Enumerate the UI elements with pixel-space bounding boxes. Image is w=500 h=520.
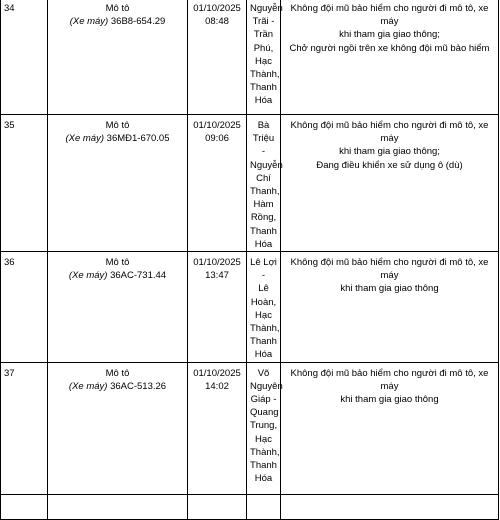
location-line: Phú, [253,42,274,54]
row-number-cell [1,115,48,252]
vehicle-type: Mô tô [105,367,130,379]
location-line: Thanh [250,336,277,348]
location-line: Võ [257,367,270,379]
license-plate: 36AC-513.26 [110,380,167,392]
vehicle-cell [48,115,188,252]
violation-cell [281,0,499,115]
datetime-cell [188,362,247,494]
violation-line: Đang điều khiển xe sử dụng ô (dù) [316,159,463,171]
table-row [1,115,499,252]
violation-cell [281,362,499,494]
violation-date: 01/10/2025 [193,367,241,379]
violation-cell [281,115,499,252]
location-line: Quang [250,407,279,419]
location-line: Hóa [254,95,273,107]
location-line: Thành, [250,446,280,458]
empty-cell [247,494,281,519]
location-line: Lê [258,283,269,295]
violation-line: khi tham gia giao thông; [339,146,440,158]
table-row [1,362,499,494]
vehicle-cell [48,0,188,115]
row-number: 36 [4,257,15,269]
location-line: Nguyễn [250,3,283,14]
table-row [1,252,499,363]
table-row-partial [1,494,499,519]
datetime-cell [188,252,247,363]
location-line: Trần [253,29,274,41]
location-line: Thanh, [250,186,280,198]
row-number-cell [1,362,48,494]
vehicle-type: Mô tô [105,257,130,269]
location-line: Rồng, [250,212,277,224]
location-line: Hoàn, [250,296,277,308]
violation-line: Không đội mũ bảo hiểm cho người đi mô tô, xe máy [290,367,489,392]
table-row [1,0,499,115]
location-line: Triệu - [252,133,275,158]
violation-line: khi tham gia giao thông; [339,29,440,41]
violation-line: Không đội mũ bảo hiểm cho người đi mô tô, xe máy [290,3,489,28]
vehicle-subtype: (Xe máy) [68,270,108,282]
empty-cell [188,494,247,519]
location-line: Hạc [255,309,272,321]
violation-time: 13:47 [205,270,229,282]
violation-line: Không đội mũ bảo hiểm cho người đi mô tô, xe máy [290,120,489,145]
license-plate: 36MĐ1-670.05 [106,133,170,145]
license-plate: 36AC-731.44 [110,270,167,282]
violation-time: 09:06 [205,133,229,145]
location-line: Giáp - [250,394,277,406]
violation-line: Chở người ngồi trên xe không đội mũ bảo hiểm [289,42,490,54]
violation-line: khi tham gia giao thông [340,283,439,295]
location-cell [247,362,281,494]
row-number: 37 [4,367,15,379]
violation-date: 01/10/2025 [193,3,241,14]
location-line: Hàm [253,199,274,211]
location-line: Thanh [250,82,277,94]
datetime-cell [188,0,247,115]
violation-date: 01/10/2025 [193,257,241,269]
location-cell [247,252,281,363]
empty-cell [48,494,188,519]
location-line: Thành, [250,69,280,81]
violation-line: Không đội mũ bảo hiểm cho người đi mô tô, xe máy [290,257,489,282]
location-line: Trung, [250,420,278,432]
location-cell [247,115,281,252]
location-line: Nguyễn [250,159,283,171]
location-line: Lê Lợi - [250,257,277,282]
vehicle-cell [48,252,188,363]
violation-time: 08:48 [205,16,229,28]
empty-cell [1,494,48,519]
violation-time: 14:02 [205,380,229,392]
location-line: Bà [257,120,270,131]
location-line: Hạc [255,55,272,67]
row-number-cell [1,252,48,363]
location-line: Thanh [250,460,277,472]
location-cell [247,0,281,115]
empty-cell [281,494,499,519]
vehicle-type: Mô tô [105,3,130,14]
datetime-cell [188,115,247,252]
location-line: Hóa [254,473,273,485]
location-line: Hóa [254,349,273,361]
vehicle-subtype: (Xe máy) [65,133,105,145]
location-line: Nguyên [250,380,283,392]
location-line: Thanh [250,225,277,237]
violation-date: 01/10/2025 [193,120,241,131]
vehicle-subtype: (Xe máy) [69,16,109,28]
location-line: Trãi - [252,16,275,28]
location-line: Hóa [254,238,273,250]
violation-cell [281,252,499,363]
violation-line: khi tham gia giao thông [340,394,439,406]
location-line: Thành, [250,323,280,335]
location-line: Chí [256,172,271,184]
violations-table-body [1,0,499,519]
location-line: Hạc [255,433,272,445]
row-number: 35 [4,120,15,131]
vehicle-cell [48,362,188,494]
license-plate: 36B8-654.29 [110,16,166,28]
row-number: 34 [4,3,15,14]
row-number-cell [1,0,48,115]
vehicle-subtype: (Xe máy) [68,380,108,392]
vehicle-type: Mô tô [105,120,130,131]
